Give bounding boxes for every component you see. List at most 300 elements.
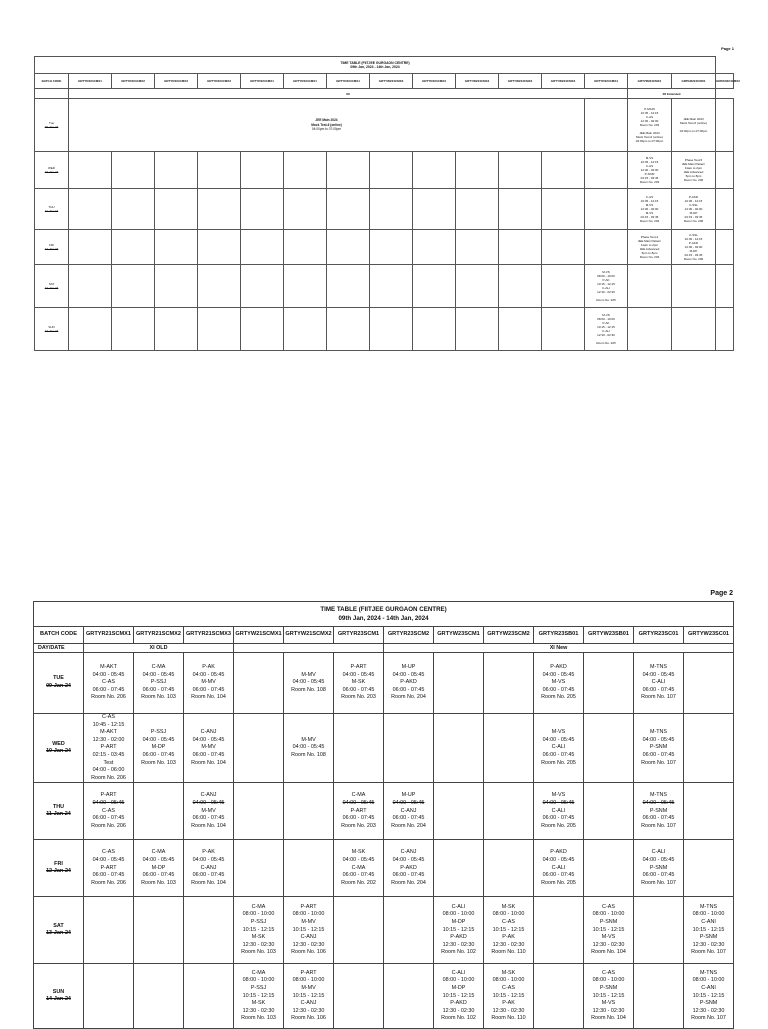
cell-line: 06:00 - 07:45 [142,751,175,758]
cell-line: 12:30 - 02:30 [597,333,615,337]
cell-line: 06:00 - 07:45 [142,686,175,693]
cell-line: P-ART [350,664,367,671]
cell-line: C-MA [151,849,166,856]
page-1-cell [155,308,198,351]
page-2-schedule-cell [234,714,284,783]
cell-line: JEE Advanced [639,247,660,251]
page-2-schedule-cell [684,653,734,714]
page-1-batch-code: GRTYR224CMX3 [198,74,241,89]
cell-line: 04:00 - 05:45 [192,799,225,806]
cell-line: Room No. 104 [191,879,226,886]
page-2-timetable [33,601,734,1029]
cell-line: 06:00 - 07:45 [542,872,575,879]
cell-line: 06:00 - 07:45 [342,872,375,879]
page-2-schedule-cell [634,653,684,714]
cell-line: Room No. 104 [591,949,626,956]
page-1-section-blank [35,89,69,99]
cell-line: Room No. 206 [91,879,126,886]
page-1-batch-code: GRPAR224CMX1 [672,74,716,89]
cell-line: M-MV [201,744,216,751]
page-2-schedule-cell [584,783,634,840]
page-1-section-left: XII [69,89,628,99]
page-2-batch-code: GRTYR23SC01 [634,627,684,644]
cell-line: P-AKD [400,864,417,871]
cell-line: P-SSJ [150,679,167,686]
cell-line: Room No. 107 [691,949,726,956]
cell-line: C-AS [102,679,115,686]
page-1-cell [499,265,542,308]
cell-line: 04:00 - 05:45 [392,671,425,678]
cell-line: P-SNM [699,934,718,941]
cell-line: P-ART [100,792,117,799]
cell-line: Room No. 206 [91,774,126,781]
cell-line: C-MA [251,903,266,910]
cell-line: 5pm to 8pm [685,174,702,178]
cell-line: 06:00 - 07:45 [342,686,375,693]
page-1-cell [327,230,370,265]
page-1-cell [112,265,155,308]
cell-line: P-SNM [599,918,618,925]
cell-line: 04:00 - 05:45 [342,671,375,678]
page-2-schedule-cell [584,714,634,783]
page-1-cell [672,308,716,351]
cell-line: Room No. 203 [639,219,660,223]
cell-line: P-AK [602,321,610,325]
cell-line: 04:00 - 05:45 [392,856,425,863]
page-2-schedule-cell [234,783,284,840]
cell-line: Room No. 110 [491,1015,526,1022]
cell-line: 12:30 - 02:30 [292,941,325,948]
page-1-cell [413,152,456,189]
cell-line: M-SK [251,934,266,941]
page-1-cell [542,230,585,265]
page-1-cell [327,152,370,189]
page-2-schedule-cell [84,840,134,897]
page-1-cell [112,189,155,230]
cell-line: 12:30 - 02:00 [640,207,659,211]
page-1-cell [241,189,284,230]
cell-line: 02:15 - 03:45 [684,253,703,257]
cell-line: Mock Test-6 (online) [311,122,342,127]
page-2-schedule-cell [234,964,284,1029]
cell-line: Room No. 206 [683,219,704,223]
page-1-cell [499,152,542,189]
cell-line: 08:00 - 10:00 [292,977,325,984]
page-2-schedule-cell [384,840,434,897]
cell-line: C-ALI [602,329,610,333]
cell-line: 08:00 - 10:00 [242,977,275,984]
cell-line: 04:00 - 05:45 [92,799,125,806]
cell-line: P-AKD [688,241,699,245]
page-1-cell [716,230,734,265]
page-1-cell [370,189,413,230]
cell-line: P-AK [602,278,610,282]
page-2-schedule-cell [534,897,584,964]
cell-line: Phase Test-4 [640,235,659,239]
cell-line: P-AKD [550,664,567,671]
cell-line: 06:00 - 07:45 [642,872,675,879]
cell-line: 06:00 - 07:45 [392,686,425,693]
page-2-schedule-cell [684,897,734,964]
cell-line: M-SK [351,849,366,856]
cell-line: C-ALI [451,969,466,976]
page-2-schedule-cell [534,653,584,714]
page-1-cell [69,308,112,351]
page-1-day-row [35,152,734,189]
cell-line: M-VS [551,729,566,736]
page-2-schedule-cell [234,653,284,714]
page-2-day-row [34,897,734,964]
cell-line: Room No. 107 [641,694,676,701]
page-2-day-cell [34,653,84,714]
page-1-cell [628,230,672,265]
cell-line: 10:15 - 12:15 [597,282,615,286]
page-2-schedule-cell [84,964,134,1029]
cell-line: Mock Test-6 (online) [636,135,663,139]
cell-line: 08:00 - 10:00 [492,911,525,918]
page-2-schedule-cell [434,897,484,964]
page-1-cell [499,189,542,230]
cell-line: JEE Main 2024 [315,118,338,123]
page-2-schedule-cell [184,840,234,897]
cell-line: 08:00 - 10:00 [292,911,325,918]
page-1-cell [542,265,585,308]
page-2-schedule-cell [284,714,334,783]
page-2 [33,590,733,1022]
cell-line: Room No. 106 [291,1015,326,1022]
cell-line: Room No. 103 [241,949,276,956]
page-1-subtitle: 09th Jan, 2024 - 14th Jan, 2024 [350,65,400,69]
page-2-schedule-cell [334,714,384,783]
page-2-schedule-cell [484,653,534,714]
page-1-batch-code-label: BATCH CODE [35,74,69,89]
cell-line: 06:00 - 07:45 [342,815,375,822]
page-1-title: TIME TABLE (FIITJEE GURGAON CENTRE) [340,61,410,65]
cell-line: C-ANJ [400,807,417,814]
page-1-day-row [35,189,734,230]
cell-line: Room No. 205 [541,694,576,701]
page-1-cell [628,99,672,152]
cell-line: 06:00 - 07:45 [92,686,125,693]
cell-line: 08:00 - 10:00 [692,977,725,984]
page-1-cell [69,265,112,308]
cell-line: M-DP [151,864,166,871]
cell-line: 10:45 - 12:15 [92,721,125,728]
page-1-cell [370,265,413,308]
cell-line: M-SK [501,969,516,976]
page-1-cell [585,230,628,265]
cell-line: P-AKD [400,679,417,686]
page-2-schedule-cell [384,714,434,783]
page-1-batch-code: GRTYR224CMX4 [585,74,628,89]
cell-line: 08:00 - 10:00 [592,911,625,918]
page-1-cell [112,308,155,351]
cell-line: P-SNM [649,864,668,871]
page-1-cell [155,152,198,189]
cell-line: 10:15 - 12:15 [592,992,625,999]
page-1-cell [542,152,585,189]
cell-line: Room No. 106 [291,949,326,956]
page-1-section-right: XII Extended [628,89,716,99]
cell-line: 06:00 - 07:45 [92,872,125,879]
cell-line: Room No. 103 [241,1015,276,1022]
page-2-schedule-cell [84,653,134,714]
page-2-batch-code: GRTYR23SCM1 [334,627,384,644]
cell-line: P-SNM [599,984,618,991]
cell-line: Room No. 203 [639,255,660,259]
page-1-cell [585,308,628,351]
cell-line: 10:45 - 12:15 [684,237,703,241]
cell-line: C-ANJ [400,849,417,856]
cell-line: Room No. 203 [341,822,376,829]
cell-line: P-SNM [699,1000,718,1007]
cell-line: M-VS [645,203,654,207]
page-1-batch-code: GRTYW224CMX2 [370,74,413,89]
cell-line: 04:00 - 05:45 [192,671,225,678]
page-2-schedule-cell [684,714,734,783]
cell-line: C-ANI [701,918,716,925]
cell-line: Room No. 107 [691,1015,726,1022]
cell-line: M-SK [351,679,366,686]
cell-line: 06:00 - 07:45 [542,815,575,822]
cell-line: 12:30 - 02:00 [640,119,659,123]
cell-line: C-AS [502,984,515,991]
page-1-cell [716,152,734,189]
page-1-day-cell [35,99,69,152]
cell-line: P-SNM [649,807,668,814]
page-1-day-cell [35,230,69,265]
cell-line: C-AS [645,164,654,168]
page-2-batch-code: GRTYR23SCM2 [384,627,434,644]
cell-line: M-VS [601,934,616,941]
page-1-cell [284,230,327,265]
cell-line: 04:00 - 05:45 [142,736,175,743]
cell-line: C-AS [602,903,615,910]
page-2-day-row [34,653,734,714]
cell-line: 06:00 - 07:45 [192,872,225,879]
cell-line: P-AKD [688,195,699,199]
cell-line: 10:45 - 12:15 [640,160,659,164]
page-1-day-cell [35,152,69,189]
day-name: THU [52,803,65,810]
page-2-schedule-cell [534,783,584,840]
page-2-batch-code: GRTYR21SCMX2 [134,627,184,644]
page-2-schedule-cell [184,897,234,964]
cell-line: 04:00 - 05:45 [642,856,675,863]
cell-line: 04:00 - 05:45 [92,671,125,678]
page-2-schedule-cell [134,897,184,964]
cell-line: 08:00 - 10:00 [692,911,725,918]
page-2-label: Page 2 [710,590,733,597]
page-2-day-row [34,714,734,783]
page-1-batch-code: GRTYR224CMX1 [69,74,112,89]
cell-line: Room No. 103 [141,694,176,701]
cell-line: 04:00pm to 07:00pm [311,127,342,132]
cell-line: 04:00 - 05:45 [542,799,575,806]
cell-line: M-MV [201,807,216,814]
cell-line: M-DP [689,211,698,215]
page-1-cell [499,308,542,351]
cell-line: Room No. 204 [391,694,426,701]
cell-line: 06:00 - 07:45 [392,872,425,879]
page-1-cell [716,189,734,230]
page-2-schedule-cell [334,897,384,964]
day-date: 09-Jan-24 [46,683,71,689]
cell-line: C-ALI [551,744,566,751]
page-2-batch-code: GRTYW21SCMX1 [234,627,284,644]
page-2-day-date-label: DAY/DATE [34,644,84,653]
cell-line: JEE Advanced [683,170,704,174]
page-2-schedule-cell [134,964,184,1029]
page-1-cell [585,189,628,230]
cell-line: Room No. 206 [91,822,126,829]
cell-line: Room No. 206 [683,257,704,261]
cell-line: 04:00 - 05:45 [142,856,175,863]
cell-line: 08:00 - 10:00 [492,977,525,984]
cell-line: Room No. 205 [541,822,576,829]
cell-line: C-AS [645,115,654,119]
page-1-cell [241,265,284,308]
cell-line: 04:00 - 05:45 [342,856,375,863]
cell-line: 12:30 - 02:30 [592,1007,625,1014]
page-1-cell [284,152,327,189]
page-2-batch-code: GRTYW23SCM2 [484,627,534,644]
cell-line: M-VS [602,270,610,274]
cell-line: Room No. 203 [639,123,660,127]
page-2-schedule-cell [284,964,334,1029]
page-1-cell [672,230,716,265]
cell-line: 04:00 - 05:45 [542,671,575,678]
day-name: SAT [53,922,64,929]
cell-line: C-MA [251,969,266,976]
page-1-batch-code: GRTYR224CMX1 [284,74,327,89]
page-1-day-row [35,265,734,308]
cell-line: 04:00 - 05:45 [192,856,225,863]
page-2-schedule-cell [634,964,684,1029]
cell-line: 04:00 - 05:45 [542,856,575,863]
page-1-batch-code: GRTYR224CMX3 [413,74,456,89]
page-1-label: Page 1 [721,46,734,51]
cell-line: 12:30 - 02:30 [242,941,275,948]
page-1 [34,46,740,362]
cell-line: Room No. 110 [491,949,526,956]
page-1-day-row [35,230,734,265]
page-1-cell [198,265,241,308]
cell-line: 06:00 - 07:45 [542,751,575,758]
page-2-schedule-cell [84,897,134,964]
cell-line: M-SK [501,903,516,910]
page-2-schedule-cell [634,840,684,897]
cell-line: M-VS [551,679,566,686]
cell-line: Room No. 104 [191,694,226,701]
cell-line: 10:15 - 12:15 [292,992,325,999]
page-2-schedule-cell [484,897,534,964]
page-2-schedule-cell [484,840,534,897]
cell-line: Room No. 108 [291,686,326,693]
page-2-subtitle: 09th Jan, 2024 - 14th Jan, 2024 [338,615,429,622]
cell-line: 04:00 - 05:45 [192,736,225,743]
cell-line: 08:00 - 10:00 [592,977,625,984]
page-1-cell [628,265,672,308]
cell-line: M-MV [301,671,316,678]
page-1-batch-code: GRTYW224CMX4 [499,74,542,89]
cell-line: 08:00 - 10:00 [242,911,275,918]
cell-line: P-ART [350,807,367,814]
cell-line: 04:00 - 06:00 [92,767,125,774]
page-1-cell [542,189,585,230]
day-date: 12-Jan-24 [46,868,71,875]
page-1-cell [672,265,716,308]
cell-line: 13-Jan-24 [44,286,59,290]
cell-line: C-AS [102,714,115,720]
cell-line: C-ALI [651,679,666,686]
cell-line: 11am to 2pm [640,243,659,247]
cell-line: C-AS [102,807,115,814]
page-1-cell [628,189,672,230]
cell-line: C-ANI [701,984,716,991]
page-2-day-cell [34,783,84,840]
page-1-cell [241,152,284,189]
day-name: SUN [52,988,65,995]
page-1-cell [327,189,370,230]
page-1-cell [198,308,241,351]
page-2-schedule-cell [484,783,534,840]
page-2-schedule-cell [634,714,684,783]
cell-line: 12:30 - 02:00 [92,736,125,743]
page-1-batch-code: GRTYR224CMX3 [155,74,198,89]
page-1-cell [112,152,155,189]
cell-line: M-TNS [700,903,718,910]
cell-line: 04:00 - 05:45 [292,744,325,751]
page-2-schedule-cell [134,653,184,714]
page-2-schedule-cell [434,714,484,783]
cell-line: Room No. 205 [541,759,576,766]
cell-line: C-ALI [551,807,566,814]
page-2-batch-code: GRTYR21SCMX3 [184,627,234,644]
cell-line: 10:15 - 12:15 [597,325,615,329]
page-2-day-row [34,840,734,897]
page-2-schedule-cell [184,714,234,783]
page-2-schedule-cell [384,964,434,1029]
page-2-title-cell [34,602,734,627]
page-2-day-cell [34,840,84,897]
cell-line: JEE Main 2023 [639,131,660,135]
cell-line: Phase Test-5 [684,158,703,162]
cell-line: 12:30 - 02:00 [684,207,703,211]
page-2-batch-code-label: BATCH CODE [34,627,84,644]
page-2-schedule-cell [184,964,234,1029]
cell-line: 06:00 - 07:45 [642,751,675,758]
cell-line: Room No. 108 [291,751,326,758]
page-1-cell [69,230,112,265]
cell-line: Room No. 104 [191,822,226,829]
page-2-section-gap [234,644,384,653]
cell-line: Room No. 107 [641,822,676,829]
cell-line: C-MA [351,792,366,799]
cell-line: C-ALI [551,864,566,871]
page-1-day-row [35,99,734,152]
page-2-batch-code: GRTYW23SB01 [584,627,634,644]
page-2-section-right: XI New [384,644,734,653]
cell-line: 06:00 - 07:45 [642,686,675,693]
page-2-schedule-cell [334,840,384,897]
cell-line: Room No. 206 [683,178,704,182]
cell-line: 12:30 - 02:30 [597,290,615,294]
cell-line: 10:15 - 12:15 [592,926,625,933]
page-2-schedule-cell [84,714,134,783]
page-1-title-cell [35,57,716,74]
cell-line: C-ANJ [300,1000,317,1007]
